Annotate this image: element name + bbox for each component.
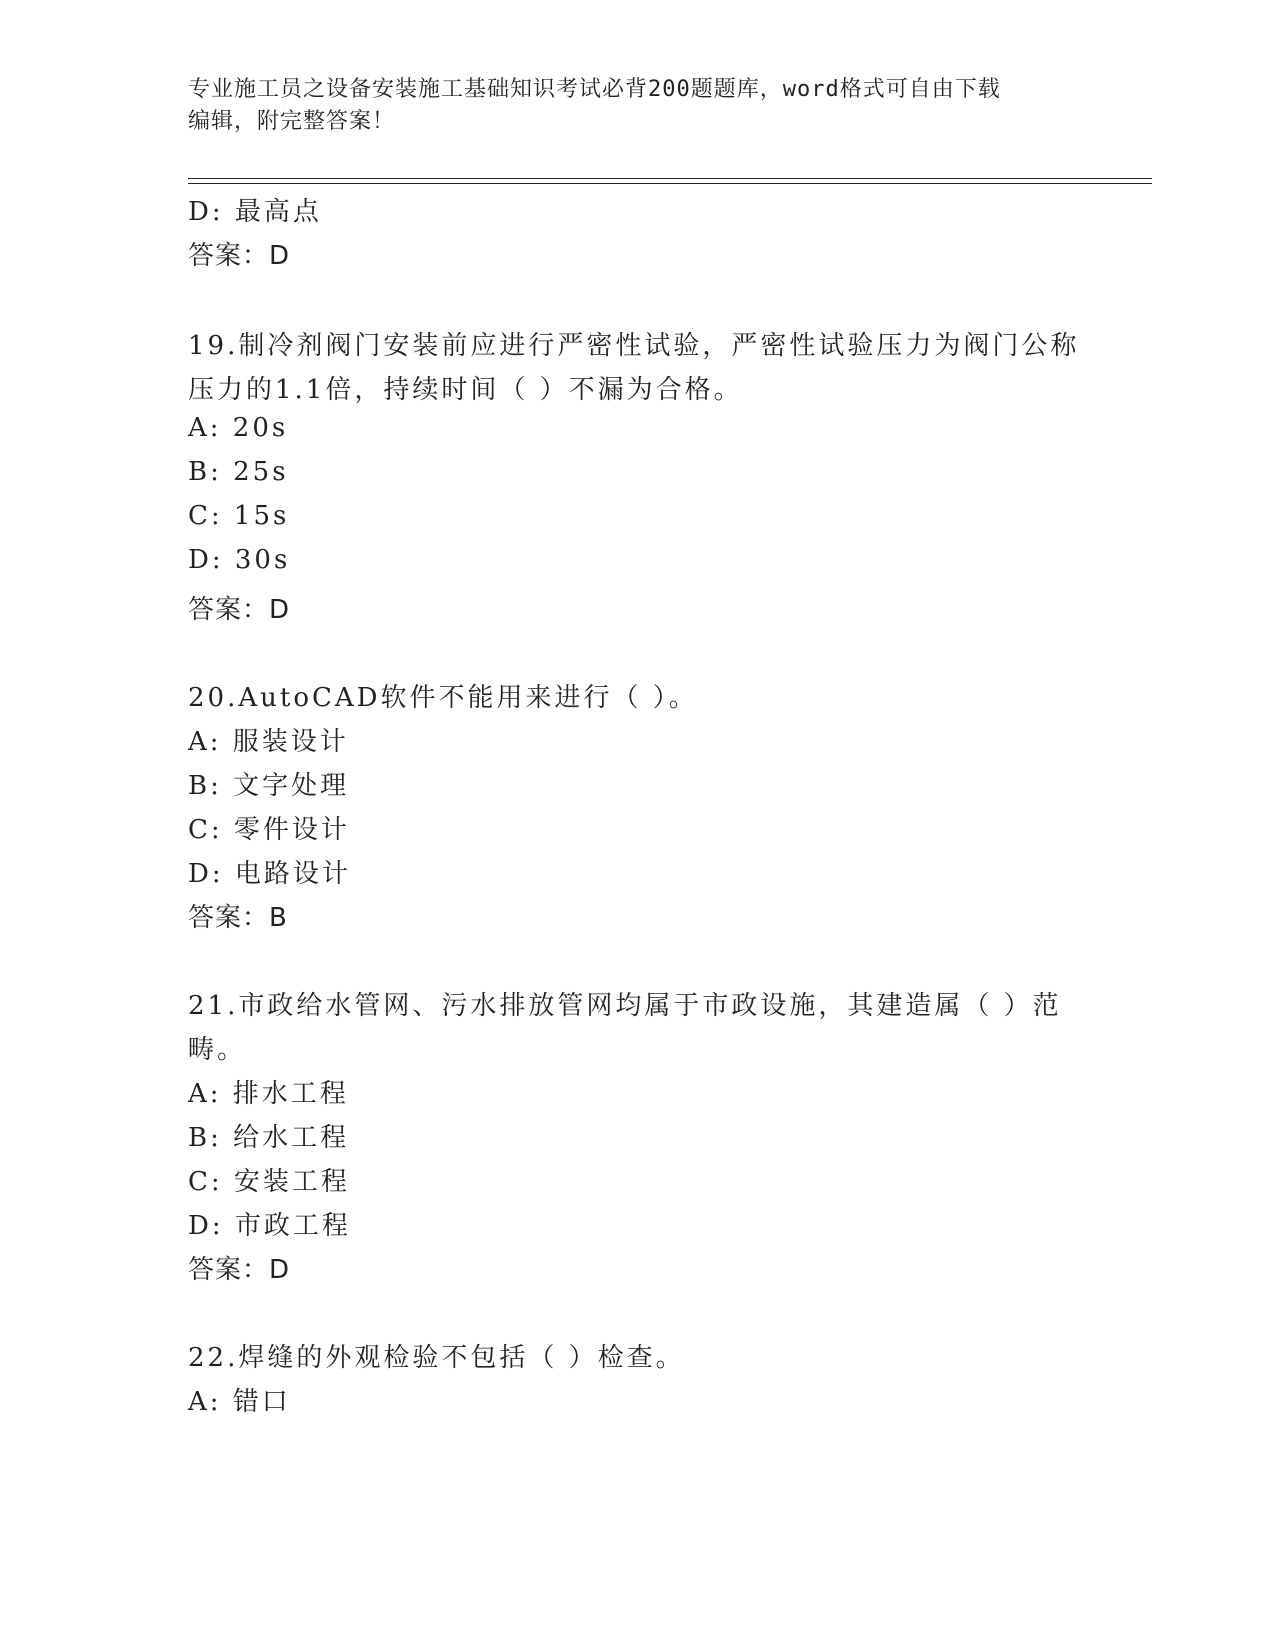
q21-text-line-2: 畴。 [188,1035,247,1065]
q20-option-b: B: 文字处理 [188,771,350,801]
q20-text-line-1: 20.AutoCAD软件不能用来进行（ ）。 [188,683,698,713]
q20-option-d: D: 电路设计 [188,859,351,889]
q20-option-a: A: 服装设计 [188,727,349,757]
q20-answer: 答案：B [188,903,288,933]
q21-option-d: D: 市政工程 [188,1211,351,1241]
header-divider-top [188,178,1152,179]
q19-text-line-1: 19.制冷剂阀门安装前应进行严密性试验，严密性试验压力为阀门公称 [188,331,1080,361]
q21-option-b: B: 给水工程 [188,1123,350,1153]
q21-option-a: A: 排水工程 [188,1079,349,1109]
document-header [188,74,1088,138]
q19-option-c: C: 15s [188,501,290,531]
header-line-1: 专业施工员之设备安装施工基础知识考试必背200题题库，word格式可自由下载 [188,77,1001,102]
prev-option-d: D: 最高点 [188,197,322,227]
q19-answer: 答案：D [188,595,291,625]
header-divider-bottom [188,183,1152,184]
q19-option-a: A: 20s [188,413,289,443]
q22-option-a: A: 错口 [188,1387,291,1417]
q21-option-c: C: 安装工程 [188,1167,350,1197]
q20-option-c: C: 零件设计 [188,815,350,845]
q19-option-b: B: 25s [188,457,289,487]
q21-text-line-1: 21.市政给水管网、污水排放管网均属于市政设施，其建造属（ ）范 [188,991,1062,1021]
q22-text-line-1: 22.焊缝的外观检验不包括（ ）检查。 [188,1343,685,1373]
q19-option-d: D: 30s [188,545,291,575]
prev-answer: 答案：D [188,241,291,271]
q21-answer: 答案：D [188,1255,291,1285]
header-line-2: 编辑，附完整答案！ [188,109,396,134]
q19-text-line-2: 压力的1.1倍，持续时间（ ）不漏为合格。 [188,375,743,405]
